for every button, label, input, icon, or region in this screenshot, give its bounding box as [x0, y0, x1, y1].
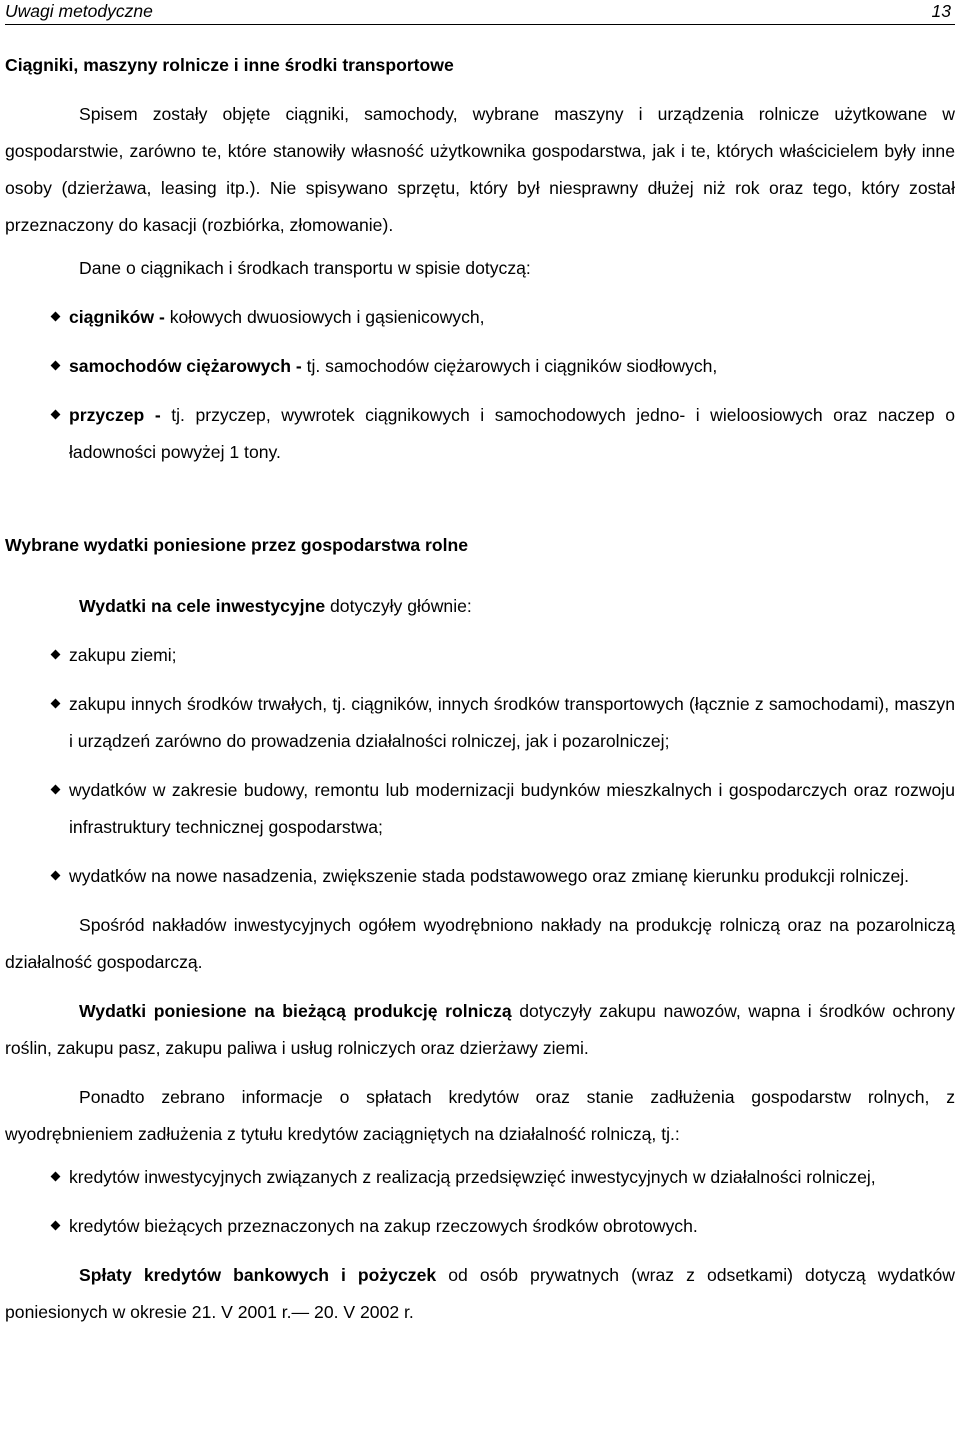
section-heading-expenses: Wybrane wydatki poniesione przez gospodarstwa rolne — [5, 535, 469, 555]
investment-list — [5, 637, 955, 895]
term-bold: przyczep - — [69, 405, 161, 425]
diamond-bullet-icon — [51, 361, 61, 371]
list-item — [5, 348, 955, 385]
list-item — [5, 858, 955, 895]
diamond-bullet-icon — [51, 1221, 61, 1231]
list-item — [5, 686, 955, 760]
paragraph-investment-split: Spośród nakładów inwestycyjnych ogółem wyodrębniono nakłady na produkcję rolniczą oraz na pozarolniczą działalność gospodarczą. — [5, 915, 955, 972]
paragraph-scope: Spisem zostały objęte ciągniki, samochody, wybrane maszyny i urządzenia rolnicze użytkowane w gospodarstwie, zarówno te, które stanowiły własność użytkownika gospodarstwa, jak i te, których właścicielem były inne osoby (dzierżawa, leasing itp.). Nie spisywano sprzętu, który był niesprawny dłużej niż rok oraz tego, który został przeznaczony do kasacji (rozbiórka, złomowanie). — [5, 104, 955, 235]
credit-list — [5, 1159, 955, 1245]
diamond-bullet-icon — [51, 785, 61, 795]
list-item — [5, 299, 955, 336]
diamond-bullet-icon — [51, 410, 61, 420]
list-item — [5, 397, 955, 471]
diamond-bullet-icon — [51, 1172, 61, 1182]
paragraph-data-intro: Dane o ciągnikach i środkach transportu w spisie dotyczą: — [79, 258, 531, 278]
header-title: Uwagi metodyczne — [5, 1, 153, 21]
term-bold: ciągników - — [69, 307, 165, 327]
paragraph-current-expenses — [5, 993, 955, 1067]
paragraph-investment-intro — [5, 588, 955, 625]
paragraph-credit: Ponadto zebrano informacje o spłatach kredytów oraz stanie zadłużenia gospodarstw rolnych, z wyodrębnieniem zadłużenia z tytułu kredytów zaciągniętych na działalność rolniczą, tj.: — [5, 1087, 955, 1144]
term-bold: Wydatki poniesione na bieżącą produkcję rolniczą — [79, 1001, 512, 1021]
list-item-text: wydatków na nowe nasadzenia, zwiększenie stada podstawowego oraz zmianę kierunku produkcji rolniczej. — [69, 866, 910, 886]
list-item — [5, 1159, 955, 1196]
term-description: dotyczyły zakupu nawozów, wapna i środków ochrony roślin, zakupu pasz, zakupu paliwa i usług rolniczych oraz dzierżawy ziemi. — [5, 1001, 955, 1058]
term-description: tj. przyczep, wywrotek ciągnikowych i samochodowych jedno- i wieloosiowych oraz naczep o ładowności powyżej 1 tony. — [69, 405, 955, 462]
page-number: 13 — [931, 1, 951, 21]
term-description: dotyczyły głównie: — [325, 596, 472, 616]
list-item-text: kredytów bieżących przeznaczonych na zakup rzeczowych środków obrotowych. — [69, 1216, 698, 1236]
term-bold: Spłaty kredytów bankowych i pożyczek — [79, 1265, 437, 1285]
vehicle-type-list — [5, 299, 955, 471]
term-bold: Wydatki na cele inwestycyjne — [79, 596, 326, 616]
paragraph-repayments — [5, 1257, 955, 1331]
diamond-bullet-icon — [51, 650, 61, 660]
list-item — [5, 772, 955, 846]
list-item-text: zakupu ziemi; — [69, 645, 177, 665]
page-header — [5, 0, 955, 25]
diamond-bullet-icon — [51, 699, 61, 709]
term-description: od osób prywatnych (wraz z odsetkami) dotyczą wydatków poniesionych w okresie 21. V 2001 r.— 20. V 2002 r. — [5, 1265, 955, 1322]
list-item — [5, 637, 955, 674]
diamond-bullet-icon — [51, 871, 61, 881]
list-item — [5, 1208, 955, 1245]
term-bold: samochodów ciężarowych - — [69, 356, 302, 376]
term-description: tj. samochodów ciężarowych i ciągników siodłowych, — [301, 356, 718, 376]
section-heading-tractors: Ciągniki, maszyny rolnicze i inne środki transportowe — [5, 55, 454, 75]
diamond-bullet-icon — [51, 312, 61, 322]
term-description: kołowych dwuosiowych i gąsienicowych, — [164, 307, 485, 327]
list-item-text: zakupu innych środków trwałych, tj. ciągników, innych środków transportowych (łącznie z samochodami), maszyn i urządzeń zarówno do prowadzenia działalności rolniczej, jak i pozarolniczej; — [69, 694, 955, 751]
document-page — [5, 0, 955, 1331]
list-item-text: wydatków w zakresie budowy, remontu lub modernizacji budynków mieszkalnych i gospodarczych oraz rozwoju infrastruktury technicznej gospodarstwa; — [69, 780, 955, 837]
list-item-text: kredytów inwestycyjnych związanych z realizacją przedsięwzięć inwestycyjnych w działalności rolniczej, — [69, 1167, 876, 1187]
